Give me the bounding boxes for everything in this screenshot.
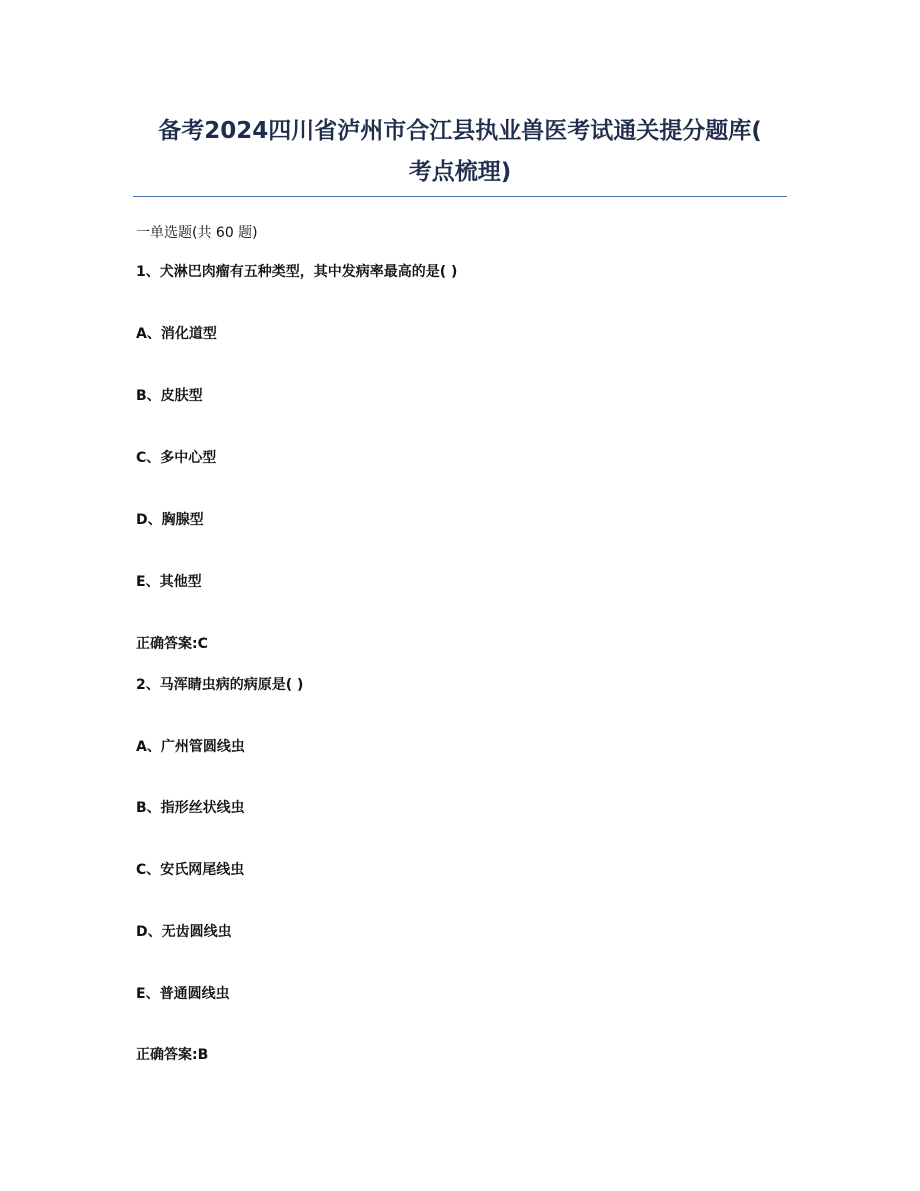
option-c: C、多中心型 bbox=[136, 450, 217, 466]
option-d: D、无齿圆线虫 bbox=[136, 924, 232, 940]
document-title-line-1: 备考2024四川省泸州市合江县执业兽医考试通关提分题库( bbox=[158, 118, 762, 144]
correct-answer: 正确答案:C bbox=[136, 636, 208, 652]
section-heading: 一单选题(共 60 题) bbox=[136, 225, 258, 241]
question-stem: 2、马浑睛虫病的病原是( ) bbox=[136, 677, 304, 693]
document-title-line-2: 考点梳理) bbox=[408, 159, 512, 185]
question-stem: 1、犬淋巴肉瘤有五种类型，其中发病率最高的是( ) bbox=[136, 264, 458, 280]
title-divider bbox=[133, 196, 787, 197]
correct-answer: 正确答案:B bbox=[136, 1047, 209, 1063]
option-b: B、指形丝状线虫 bbox=[136, 800, 245, 816]
option-b: B、皮肤型 bbox=[136, 388, 203, 404]
option-e: E、其他型 bbox=[136, 574, 202, 590]
option-d: D、胸腺型 bbox=[136, 512, 204, 528]
option-a: A、消化道型 bbox=[136, 326, 217, 342]
option-e: E、普通圆线虫 bbox=[136, 986, 230, 1002]
option-c: C、安氏网尾线虫 bbox=[136, 862, 245, 878]
option-a: A、广州管圆线虫 bbox=[136, 739, 245, 755]
